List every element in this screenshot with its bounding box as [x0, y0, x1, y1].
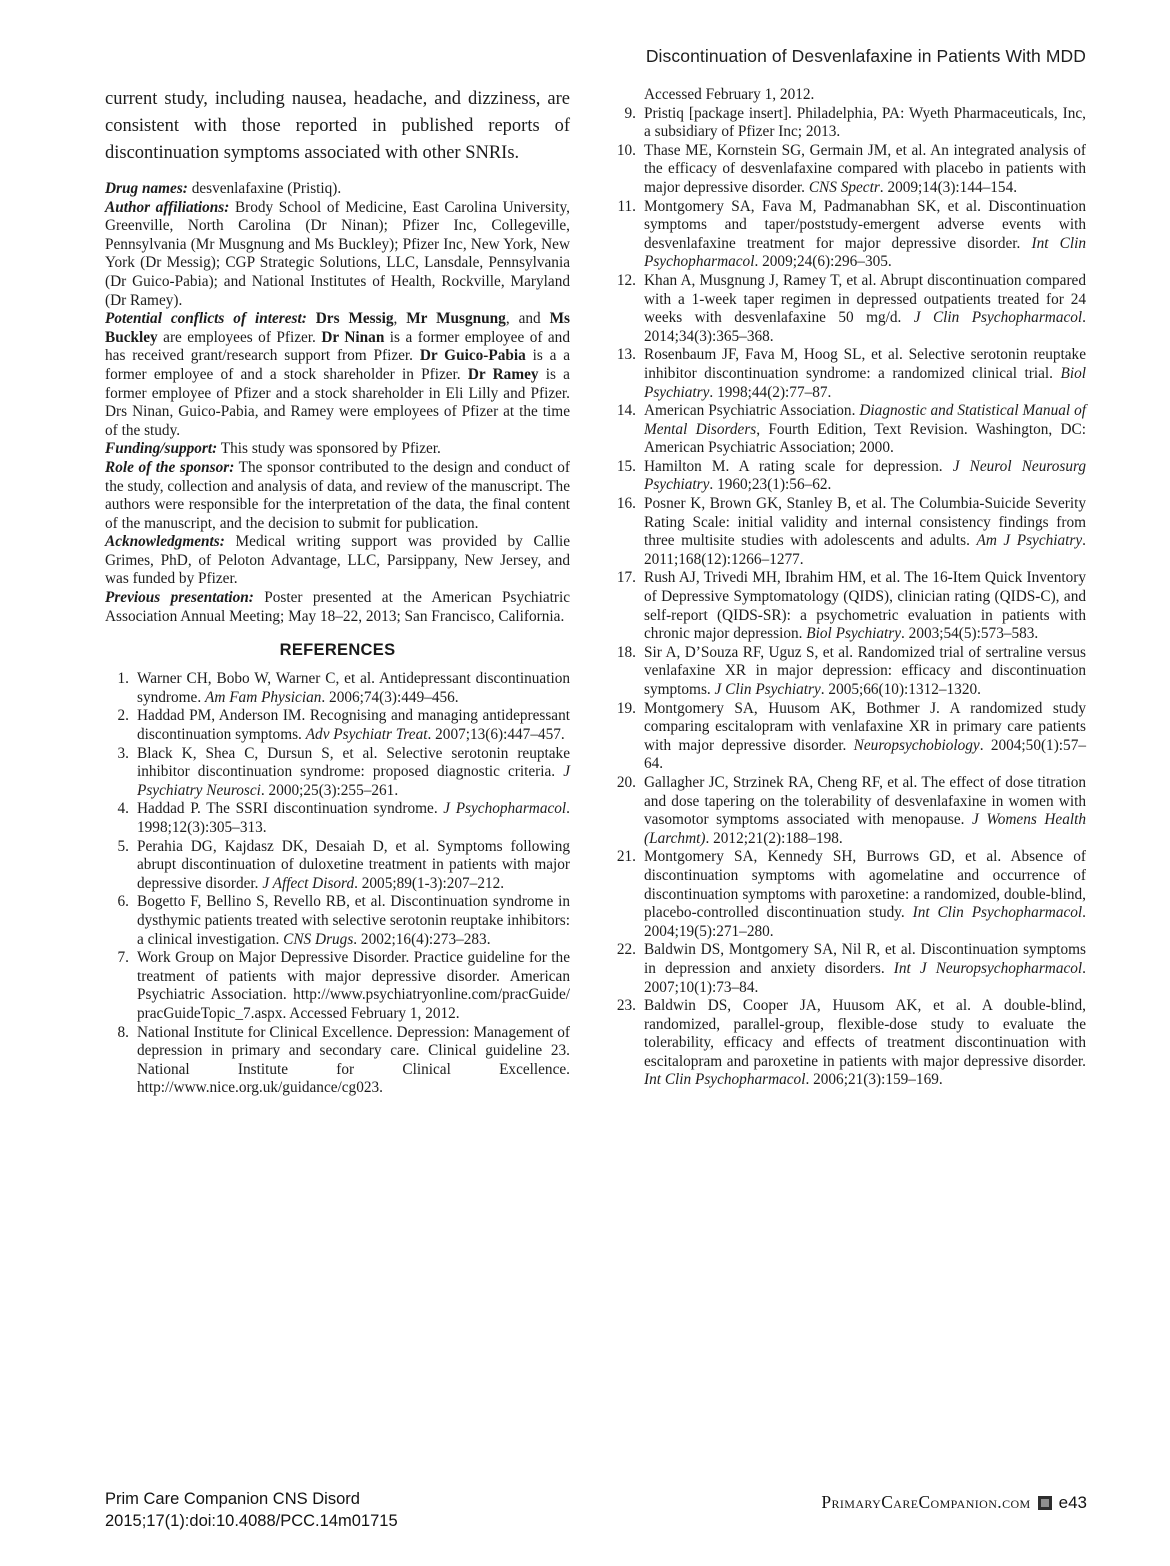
reference-text: Bogetto F, Bellino S, Revello RB, et al. Discontinuation syndrome in dysthymic patients treated with selective serotonin reuptake inhibitors: a clinical investigation. CNS Drugs. 2002;16(4):273–283.: [137, 893, 570, 948]
reference-item: [612, 997, 1086, 1090]
reference-text: Warner CH, Bobo W, Warner C, et al. Antidepressant discontinuation syndrome. Am Fam Physician. 2006;74(3):449–456.: [137, 670, 570, 706]
article-info-label: Acknowledgments:: [105, 533, 225, 551]
reference-item: [105, 670, 570, 707]
reference-text: National Institute for Clinical Excellence. Depression: Management of depression in primary and secondary care. Clinical guideline 23. National Institute for Clinical Excellence. http://www.nice.org.uk/guidance/cg023.: [137, 1023, 570, 1097]
journal-name: Prim Care Companion CNS Disord: [105, 1490, 360, 1508]
doi-citation: 2015;17(1):doi:10.4088/PCC.14m01715: [105, 1511, 398, 1530]
reference-text: Pristiq [package insert]. Philadelphia, PA: Wyeth Pharmaceuticals, Inc, a subsidiary of Pfizer Inc; 2013.: [644, 104, 1086, 141]
reference-number: 7.: [117, 949, 129, 967]
footer-site-block: [821, 1492, 1087, 1513]
reference-item: [105, 1024, 570, 1098]
article-info-paragraph: Drug names: desvenlafaxine (Pristiq).: [105, 180, 342, 197]
reference-item: [105, 949, 570, 1023]
running-head-title: Discontinuation of Desvenlafaxine in Patients With MDD: [645, 46, 1086, 66]
reference-text: Posner K, Brown GK, Stanley B, et al. The Columbia-Suicide Severity Rating Scale: initial validity and internal consistency findings from three multisite studies with adolescents and adults. Am J Psychiatry. 2011;168(12):1266–1277.: [644, 495, 1086, 568]
reference-text: Montgomery SA, Kennedy SH, Burrows GD, et al. Absence of discontinuation symptoms with agomelatine and occurrence of discontinuation symptoms with paroxetine: a randomized, double-blind, placebo-controlled discontinuation study. Int Clin Psychopharmacol. 2004;19(5):271–280.: [644, 848, 1086, 940]
reference-item: [612, 198, 1086, 272]
reference-item: [612, 644, 1086, 700]
reference-text: Sir A, D’Souza RF, Uguz S, et al. Randomized trial of sertraline versus venlafaxine XR in major depression: efficacy and discontinuation symptoms. J Clin Psychiatry. 2005;66(10):1312–1320.: [644, 643, 1086, 698]
journal-logo-icon: [1038, 1496, 1052, 1510]
references-heading: REFERENCES: [279, 641, 396, 660]
reference-number: 16.: [616, 495, 636, 513]
article-info-label: Author affiliations:: [105, 198, 230, 216]
article-info-paragraph: Acknowledgments: Medical writing support was provided by Callie Grimes, PhD, of Peloton Advantage, LLC, Parsippany, New Jersey, and was funded by Pfizer.: [105, 533, 570, 588]
reference-item: [612, 848, 1086, 941]
reference-8-continuation: Accessed February 1, 2012.: [644, 86, 815, 103]
reference-item: [105, 745, 570, 801]
article-info-paragraph: Previous presentation: Poster presented at the American Psychiatric Association Annual Meeting; May 18–22, 2013; San Francisco, California.: [105, 589, 570, 625]
journal-website: PrimaryCareCompanion.com: [821, 1492, 1031, 1512]
article-info-label: Potential conflicts of interest:: [105, 310, 307, 328]
reference-item: [105, 838, 570, 894]
article-info-paragraph: Potential conflicts of interest: Drs Messig, Mr Musgnung, and Ms Buckley are employees of Pfizer. Dr Ninan is a former employee of and has received grant/research support from Pfizer. Dr Guico-Pabia is a a former employee of and a stock shareholder in Pfizer. Dr Ramey is a former employee of Pfizer and a stock shareholder in Eli Lilly and Pfizer. Drs Ninan, Guico-Pabia, and Ramey were employees of Pfizer at the time of the study.: [105, 310, 570, 439]
reference-number: 10.: [616, 141, 636, 159]
e-page-number: e43: [1058, 1492, 1087, 1512]
reference-item: [612, 402, 1086, 458]
reference-number: 9.: [624, 104, 636, 122]
reference-text: Rosenbaum JF, Fava M, Hoog SL, et al. Selective serotonin reuptake inhibitor discontinuation syndrome: a randomized clinical trial. Biol Psychiatry. 1998;44(2):77–87.: [644, 346, 1086, 401]
reference-item: [612, 569, 1086, 643]
opening-paragraph: current study, including nausea, headache, and dizziness, are consistent with those reported in published reports of discontinuation symptoms associated with other SNRIs.: [105, 89, 570, 163]
reference-item: [612, 774, 1086, 848]
article-info-paragraph: Author affiliations: Brody School of Medicine, East Carolina University, Greenville, North Carolina (Dr Ninan); Pfizer Inc, Collegeville, Pennsylvania (Mr Musgnung and Ms Buckley); Pfizer Inc, New York, New York (Dr Messig); CGP Strategic Solutions, LLC, Lansdale, Pennsylvania (Dr Guico-Pabia); and National Institutes of Health, Rockville, Maryland (Dr Ramey).: [105, 198, 570, 309]
reference-item: [105, 800, 570, 837]
reference-text: Hamilton M. A rating scale for depression. J Neurol Neurosurg Psychiatry. 1960;23(1):56–62.: [644, 457, 1087, 494]
two-column-body: [105, 86, 1086, 1098]
reference-text: Khan A, Musgnung J, Ramey T, et al. Abrupt discontinuation compared with a 1-week taper regimen in depressed outpatients treated for 24 weeks with desvenlafaxine 50 mg/d. J Clin Psychopharmacol. 2014;34(3):365–368.: [644, 271, 1086, 345]
reference-number: 22.: [616, 941, 636, 959]
article-info-label: Drug names:: [105, 180, 188, 197]
article-info-label: Role of the sponsor:: [105, 458, 235, 476]
reference-text: Montgomery SA, Fava M, Padmanabhan SK, et al. Discontinuation symptoms and taper/poststudy-emergent adverse events with desvenlafaxine treatment for major depressive disorder. Int Clin Psychopharmacol. 2009;24(6):296–305.: [644, 197, 1086, 271]
reference-item: [612, 458, 1086, 495]
reference-number: 18.: [616, 643, 636, 661]
left-column: [105, 86, 570, 1098]
reference-number: 5.: [117, 837, 129, 855]
reference-text: Perahia DG, Kajdasz DK, Desaiah D, et al. Symptoms following abrupt discontinuation of duloxetine treatment in patients with major depressive disorder. J Affect Disord. 2005;89(1-3):207–212.: [137, 837, 570, 892]
reference-item: [612, 272, 1086, 346]
reference-number: 3.: [117, 744, 129, 762]
references-list-right: [612, 105, 1086, 1090]
reference-number: 2.: [117, 707, 129, 725]
right-column: [612, 86, 1086, 1098]
reference-item: [612, 105, 1086, 142]
article-info-section: [105, 180, 570, 626]
reference-number: 11.: [617, 197, 636, 215]
reference-text: Work Group on Major Depressive Disorder. Practice guideline for the treatment of patients with major depressive disorder. American Psychiatric Association. http://www.psychiatryonline.com/pracGuide/ pracGuideTopic_7.aspx. Accessed February 1, 2012.: [137, 949, 570, 1022]
article-info-label: Funding/support:: [105, 440, 218, 458]
reference-number: 13.: [616, 346, 636, 364]
reference-number: 14.: [616, 402, 636, 420]
reference-text: Baldwin DS, Cooper JA, Huusom AK, et al. A double-blind, randomized, parallel-group, flexible-dose study to evaluate the tolerability, efficacy and effects of treatment discontinuation with escitalopram and paroxetine in patients with major depressive disorder. Int Clin Psychopharmacol. 2006;21(3):159–169.: [644, 997, 1086, 1089]
reference-item: [612, 941, 1086, 997]
reference-number: 4.: [117, 800, 129, 818]
reference-text: Black K, Shea C, Dursun S, et al. Selective serotonin reuptake inhibitor discontinuation syndrome: proposed diagnostic criteria. J Psychiatry Neurosci. 2000;25(3):255–261.: [137, 744, 570, 799]
reference-item: [612, 346, 1086, 402]
reference-number: 12.: [616, 271, 636, 289]
reference-number: 20.: [616, 773, 636, 791]
reference-number: 19.: [616, 699, 636, 717]
reference-text: Thase ME, Kornstein SG, Germain JM, et al. An integrated analysis of the efficacy of desvenlafaxine compared with placebo in patients with major depressive disorder. CNS Spectr. 2009;14(3):144–154.: [644, 141, 1086, 196]
references-list-left: [105, 670, 570, 1098]
reference-text: Gallagher JC, Strzinek RA, Cheng RF, et al. The effect of dose titration and dose tapering on the tolerability of desvenlafaxine in women with vasomotor symptoms associated with menopause. J Womens Health (Larchmt). 2012;21(2):188–198.: [644, 773, 1086, 847]
article-info-label: Previous presentation:: [105, 589, 254, 607]
reference-item: [105, 707, 570, 744]
reference-number: 6.: [117, 893, 129, 911]
article-info-paragraph: Role of the sponsor: The sponsor contributed to the design and conduct of the study, collection and analysis of data, and review of the manuscript. The authors were responsible for the interpretation of the data, the final content of the manuscript, and the decision to submit for publication.: [105, 458, 570, 532]
reference-text: Montgomery SA, Huusom AK, Bothmer J. A randomized study comparing escitalopram with venlafaxine XR in primary care patients with major depressive disorder. Neuropsychobiology. 2004;50(1):57–64.: [644, 699, 1086, 773]
article-info-paragraph: Funding/support: This study was sponsored by Pfizer.: [105, 440, 441, 458]
reference-item: [612, 495, 1086, 569]
reference-item: [105, 893, 570, 949]
reference-item: [612, 700, 1086, 774]
reference-number: 15.: [616, 457, 636, 475]
reference-text: Rush AJ, Trivedi MH, Ibrahim HM, et al. The 16-Item Quick Inventory of Depressive Symptomatology (QIDS), clinician rating (QIDS-C), and self-report (QIDS-SR): a psychometric evaluation in patients with chronic major depression. Biol Psychiatry. 2003;54(5):573–583.: [644, 569, 1086, 643]
reference-text: Haddad PM, Anderson IM. Recognising and managing antidepressant discontinuation symptoms. Adv Psychiatr Treat. 2007;13(6):447–457.: [137, 707, 570, 744]
reference-text: Baldwin DS, Montgomery SA, Nil R, et al. Discontinuation symptoms in depression and anxiety disorders. Int J Neuropsychopharmacol. 2007;10(1):73–84.: [644, 941, 1086, 996]
reference-number: 1.: [117, 670, 129, 688]
reference-text: Haddad P. The SSRI discontinuation syndrome. J Psychopharmacol. 1998;12(3):305–313.: [137, 800, 570, 836]
reference-number: 21.: [616, 848, 636, 866]
reference-text: American Psychiatric Association. Diagnostic and Statistical Manual of Mental Disorders, Fourth Edition, Text Revision. Washington, DC: American Psychiatric Association; 2000.: [644, 402, 1087, 457]
reference-number: 23.: [616, 997, 636, 1015]
reference-number: 17.: [616, 569, 636, 587]
reference-number: 8.: [117, 1023, 129, 1041]
reference-item: [612, 142, 1086, 198]
journal-citation: [105, 1489, 398, 1532]
